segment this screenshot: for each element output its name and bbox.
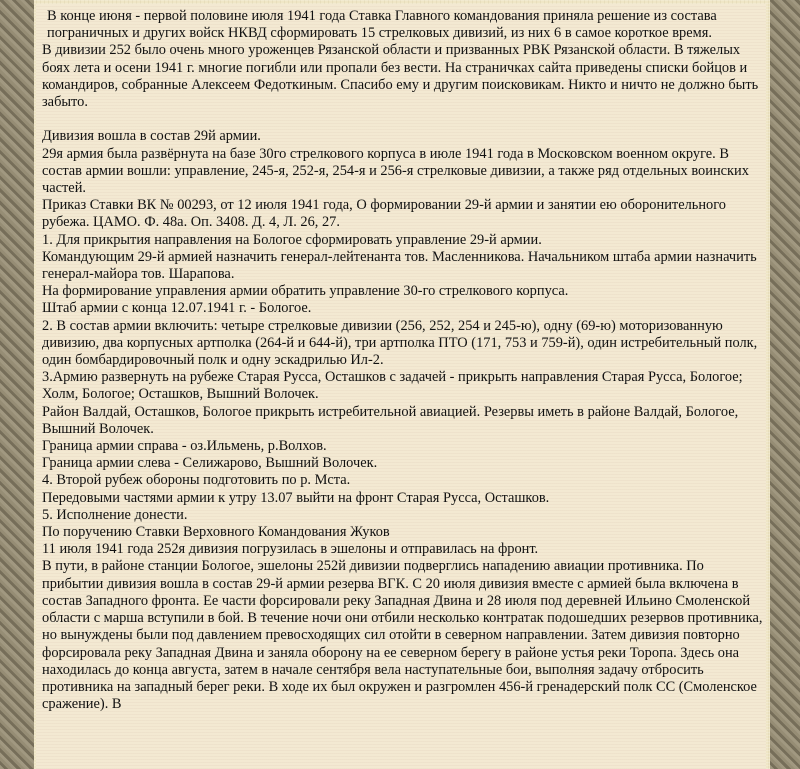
paragraph-order-item-3: 3.Армию развернуть на рубеже Старая Русса, Осташков с задачей - прикрыть направления Старая Русса, Бологое; Холм, Бологое; Осташков, Вышний Волочек. xyxy=(42,369,743,403)
article-text xyxy=(42,8,767,713)
paragraph-order-item-4: 4. Второй рубеж обороны подготовить по р. Мста. xyxy=(42,472,351,489)
paragraph-order-title: Приказ Ставки ВК № 00293, от 12 июля 1941 года, О формировании 29-й армии и занятии ею оборонительного рубежа. ЦАМО. Ф. 48а. Оп. 3408. Д. 4, Л. 26, 27. xyxy=(42,197,726,231)
decorative-border-left xyxy=(0,0,34,769)
paragraph-order-item-1: 1. Для прикрытия направления на Бологое сформировать управление 29-й армии. xyxy=(42,231,542,248)
paragraph-ryazan: В дивизии 252 было очень много уроженцев Рязанской области и призванных РВК Рязанской области. В тяжелых боях лета и осени 1941 г. многие погибли или пропали без вести. На страничках сайта приведены списки бойцов и командиров, собранные Алексеем Федоткиным. Спасибо ему и другим поисковикам. Никто и ничто не должно быть забыто. xyxy=(42,42,759,111)
paragraph-order-item-2: 2. В состав армии включить: четыре стрелковые дивизии (256, 252, 254 и 245-ю), одну (69-ю) моторизованную дивизию, два корпусных артполка (264-й и 644-й), три артполка ПТО (171, 753 и 759-й), один истребительный полк, один бомбардировочный полк и одну эскадрилью Ил-2. xyxy=(42,317,758,369)
paragraph-headquarters: Штаб армии с конца 12.07.1941 г. - Бологое. xyxy=(42,300,312,317)
paragraph-forward-units: Передовыми частями армии к утру 13.07 выйти на фронт Старая Русса, Осташков. xyxy=(42,489,550,506)
paragraph-signature: По поручению Ставки Верховного Командования Жуков xyxy=(42,524,390,541)
paragraph-order-item-5: 5. Исполнение донести. xyxy=(42,506,188,523)
paragraph-air-cover: Район Валдай, Осташков, Бологое прикрыть истребительной авиацией. Резервы иметь в районе Валдай, Бологое, Вышний Волочек. xyxy=(42,403,739,437)
paragraph-spacer xyxy=(42,111,767,128)
paragraph-left-border: Граница армии слева - Селижарово, Вышний Волочек. xyxy=(42,455,378,472)
paragraph-battle-history: В пути, в районе станции Бологое, эшелоны 252й дивизии подверглись нападению авиации противника. По прибытии дивизия вошла в состав 29-й армии резерва ВГК. С 20 июля дивизия вместе с армией была включена в состав Западного фронта. Ее части форсировали реку Западная Двина и 28 июля под деревней Ильино Смоленской области с марша вступили в бой. В течение ночи они отбили несколько контратак подошедших резервов противника, но вынуждены были под давлением превосходящих сил отойти в северном направлении. Затем дивизия повторно форсировала реку Западная Двина и заняла оборону на ее северном берегу в районе устья реки Торопа. Здесь она находилась до конца августа, затем в начале сентября вела наступательные бои, выполняя задачу отбросить противника на западный берег реки. В ходе их был окружен и разгромлен 456-й гренадерский полк СС (Смоленское сражение). В xyxy=(42,558,763,713)
paragraph-army-entry: Дивизия вошла в состав 29й армии. xyxy=(42,128,261,145)
decorative-border-right xyxy=(770,0,800,769)
paragraph-29-army: 29я армия была развёрнута на базе 30го стрелкового корпуса в июле 1941 года в Московском военном округе. В состав армии вошли: управление, 245-я, 252-я, 254-я и 256-я стрелковые дивизии, а также ряд отдельных воинских частей. xyxy=(42,145,749,197)
paragraph-right-border: Граница армии справа - оз.Ильмень, р.Волхов. xyxy=(42,438,327,455)
paragraph-intro: В конце июня - первой половине июля 1941 года Ставка Главного командования приняла решение из состава пограничных и других войск НКВД сформировать 15 стрелковых дивизий, из них 6 в самое короткое время. xyxy=(47,8,717,42)
paragraph-commanders: Командующим 29-й армией назначить генерал-лейтенанта тов. Масленникова. Начальником штаба армии назначить генерал-майора тов. Шарапова. xyxy=(42,248,757,283)
paragraph-formation: На формирование управления армии обратить управление 30-го стрелкового корпуса. xyxy=(42,283,569,300)
paragraph-departure: 11 июля 1941 года 252я дивизия погрузилась в эшелоны и отправилась на фронт. xyxy=(42,541,539,558)
